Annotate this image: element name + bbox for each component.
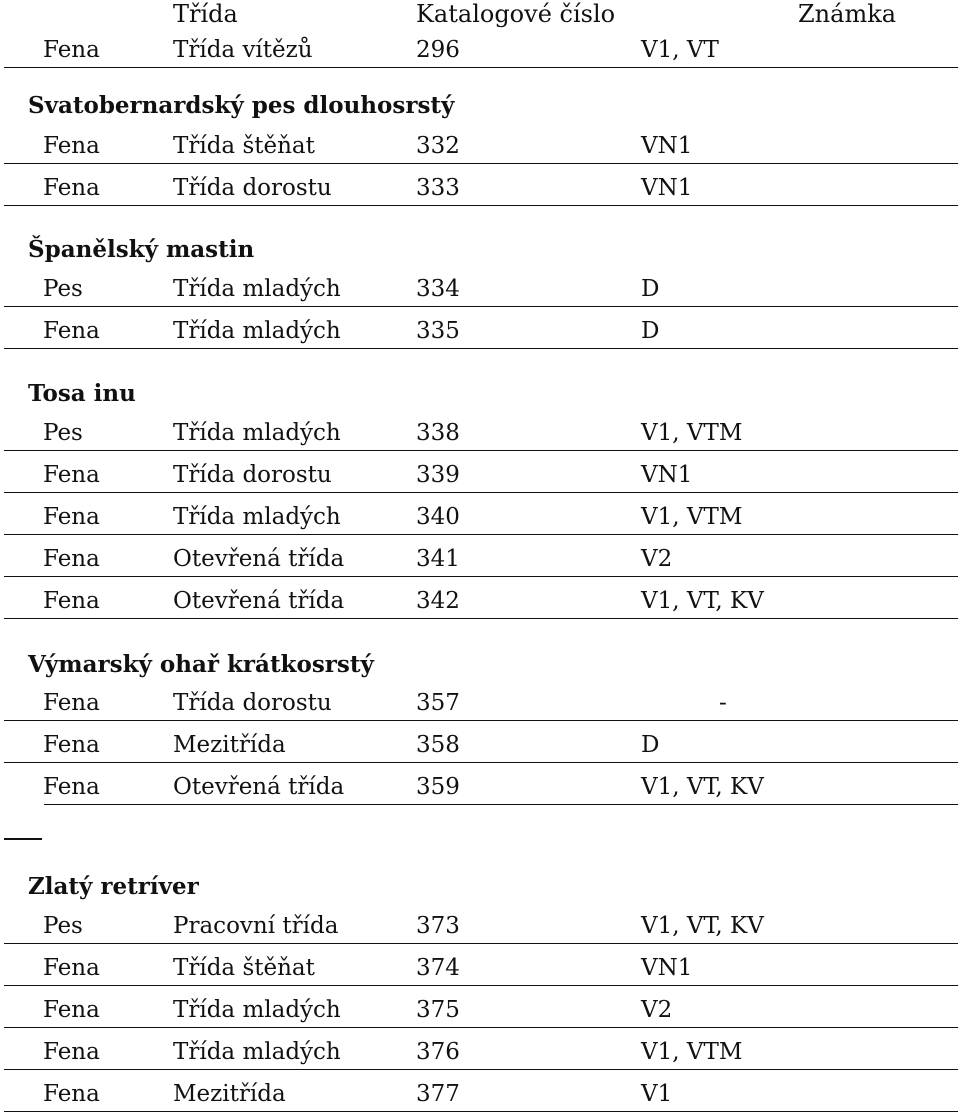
row-grade: V1 <box>641 1081 673 1107</box>
breed-heading: Tosa inu <box>28 380 136 407</box>
row-catalog-number: 339 <box>416 462 460 488</box>
row-class: Třída dorostu <box>173 175 332 201</box>
row-sex: Pes <box>43 913 83 939</box>
row-catalog-number: 341 <box>416 546 460 572</box>
column-header-grade: Známka <box>798 0 897 28</box>
row-underline <box>4 67 958 69</box>
row-catalog-number: 357 <box>416 690 460 716</box>
row-sex: Fena <box>43 462 100 488</box>
column-header-catalog-number: Katalogové číslo <box>416 0 616 28</box>
row-class: Mezitřída <box>173 732 286 758</box>
row-class: Otevřená třída <box>173 774 345 800</box>
row-grade: VN1 <box>641 175 693 201</box>
row-class: Mezitřída <box>173 1081 286 1107</box>
row-catalog-number: 340 <box>416 504 460 530</box>
row-sex: Fena <box>43 997 100 1023</box>
table-row <box>0 763 960 805</box>
row-catalog-number: 332 <box>416 133 460 159</box>
table-row <box>0 493 960 535</box>
breed-heading: Svatobernardský pes dlouhosrstý <box>28 92 455 119</box>
row-sex: Fena <box>43 504 100 530</box>
row-sex: Fena <box>43 37 100 63</box>
row-class: Třída mladých <box>173 318 341 344</box>
table-row <box>0 451 960 493</box>
row-grade: VN1 <box>641 955 693 981</box>
table-row <box>0 902 960 944</box>
row-grade: V1, VT <box>641 37 719 63</box>
row-sex: Fena <box>43 588 100 614</box>
row-catalog-number: 342 <box>416 588 460 614</box>
row-catalog-number: 375 <box>416 997 460 1023</box>
row-underline <box>4 618 958 620</box>
row-grade: V1, VT, KV <box>641 588 764 614</box>
row-grade: V2 <box>641 997 673 1023</box>
row-sex: Pes <box>43 276 83 302</box>
row-grade: D <box>641 276 660 302</box>
row-catalog-number: 359 <box>416 774 460 800</box>
row-class: Třída štěňat <box>173 955 315 981</box>
row-class: Třída dorostu <box>173 690 332 716</box>
table-row <box>0 122 960 164</box>
row-underline <box>44 804 958 806</box>
row-class: Třída mladých <box>173 997 341 1023</box>
row-catalog-number: 358 <box>416 732 460 758</box>
row-grade: D <box>641 318 660 344</box>
row-sex: Fena <box>43 955 100 981</box>
row-grade: V1, VT, KV <box>641 913 764 939</box>
row-underline <box>4 1111 958 1113</box>
breed-heading: Španělský mastin <box>28 236 255 263</box>
row-sex: Pes <box>43 420 83 446</box>
table-row <box>0 944 960 986</box>
row-sex: Fena <box>43 732 100 758</box>
row-grade: V1, VTM <box>641 1039 743 1065</box>
row-catalog-number: 377 <box>416 1081 460 1107</box>
table-row <box>0 577 960 619</box>
row-grade: V2 <box>641 546 673 572</box>
row-class: Otevřená třída <box>173 546 345 572</box>
row-catalog-number: 374 <box>416 955 460 981</box>
row-grade: V1, VTM <box>641 504 743 530</box>
table-row <box>0 265 960 307</box>
column-header-class: Třída <box>173 0 238 28</box>
table-row <box>0 164 960 206</box>
row-class: Třída vítězů <box>173 37 313 63</box>
table-row <box>0 1028 960 1070</box>
row-sex: Fena <box>43 774 100 800</box>
separator-line <box>4 838 42 840</box>
row-class: Pracovní třída <box>173 913 339 939</box>
row-catalog-number: 376 <box>416 1039 460 1065</box>
table-row <box>0 409 960 451</box>
row-sex: Fena <box>43 1081 100 1107</box>
row-class: Třída mladých <box>173 276 341 302</box>
breed-heading: Zlatý retríver <box>28 873 199 900</box>
row-class: Třída mladých <box>173 1039 341 1065</box>
table-row <box>0 1070 960 1112</box>
row-sex: Fena <box>43 133 100 159</box>
row-underline <box>4 205 958 207</box>
row-grade: VN1 <box>641 133 693 159</box>
table-row <box>0 986 960 1028</box>
row-sex: Fena <box>43 690 100 716</box>
row-grade: V1, VTM <box>641 420 743 446</box>
row-class: Otevřená třída <box>173 588 345 614</box>
row-class: Třída mladých <box>173 504 341 530</box>
table-row <box>0 26 960 68</box>
row-catalog-number: 296 <box>416 37 460 63</box>
row-catalog-number: 333 <box>416 175 460 201</box>
table-row <box>0 721 960 763</box>
row-sex: Fena <box>43 1039 100 1065</box>
row-catalog-number: 335 <box>416 318 460 344</box>
row-sex: Fena <box>43 318 100 344</box>
row-underline <box>4 348 958 350</box>
row-catalog-number: 373 <box>416 913 460 939</box>
row-catalog-number: 334 <box>416 276 460 302</box>
row-class: Třída dorostu <box>173 462 332 488</box>
row-grade: - <box>719 690 727 716</box>
row-grade: D <box>641 732 660 758</box>
row-catalog-number: 338 <box>416 420 460 446</box>
row-grade: VN1 <box>641 462 693 488</box>
table-row <box>0 679 960 721</box>
table-row <box>0 307 960 349</box>
row-grade: V1, VT, KV <box>641 774 764 800</box>
row-sex: Fena <box>43 546 100 572</box>
row-class: Třída štěňat <box>173 133 315 159</box>
row-class: Třída mladých <box>173 420 341 446</box>
breed-heading: Výmarský ohař krátkosrstý <box>28 651 374 678</box>
table-row <box>0 535 960 577</box>
row-sex: Fena <box>43 175 100 201</box>
